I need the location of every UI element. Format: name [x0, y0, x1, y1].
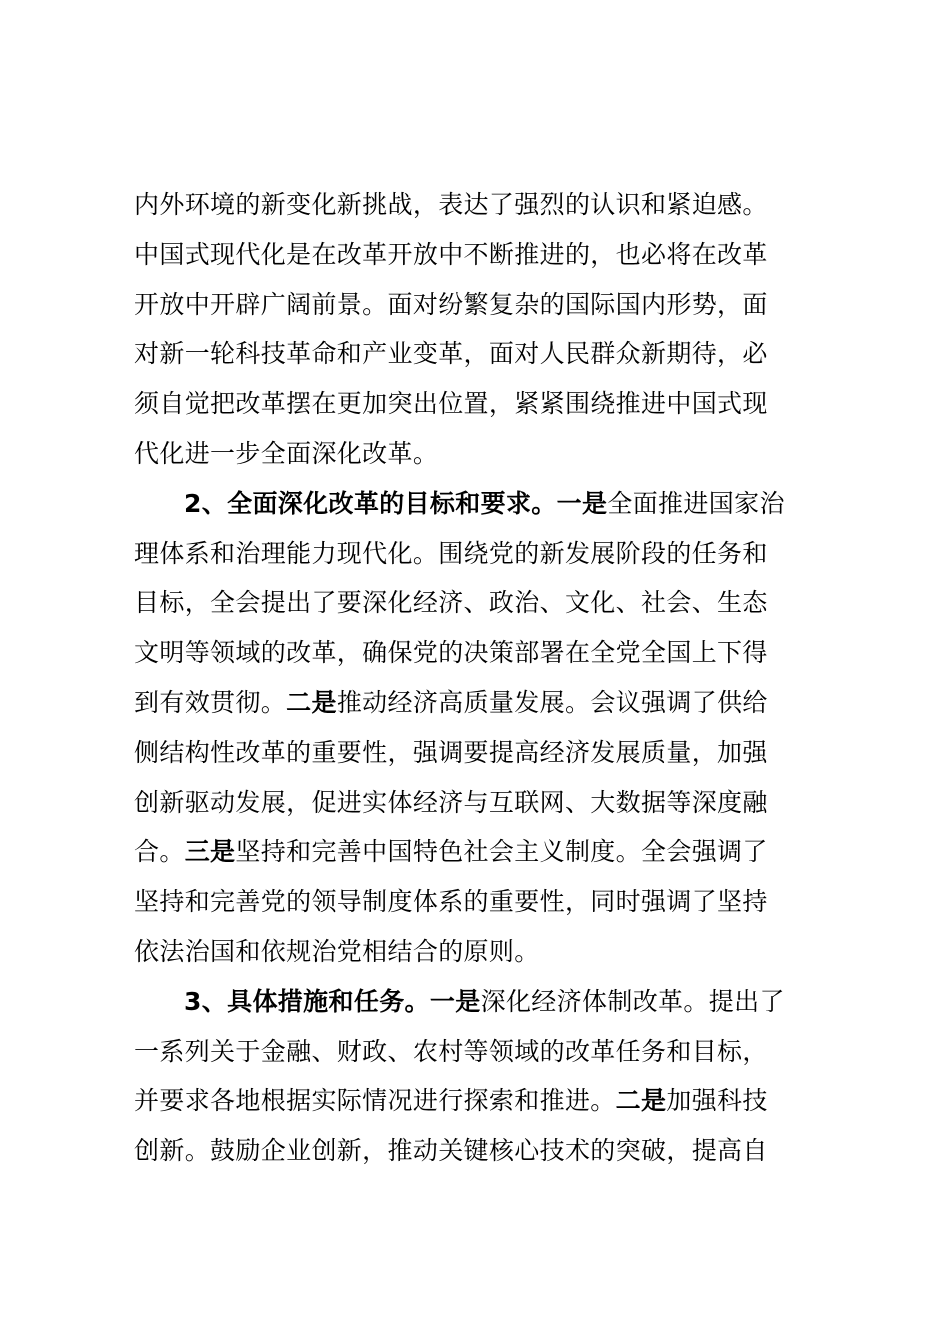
text-line: [134, 1027, 846, 1077]
section-heading-line: [134, 977, 846, 1027]
text-segment: 并要求各地根据实际情况进行探索和推进。: [134, 1086, 616, 1116]
text-line: [134, 329, 846, 379]
text-segment: 理体系和治理能力现代化。围绕党的新发展阶段的任务和: [134, 538, 768, 568]
text-segment: 侧结构性改革的重要性，强调要提高经济发展质量，加强: [134, 737, 768, 767]
text-line: [134, 827, 846, 877]
text-line: [134, 1126, 846, 1176]
text-segment: 须自觉把改革摆在更加突出位置，紧紧围绕推进中国式现: [134, 389, 768, 419]
text-segment: 目标，全会提出了要深化经济、政治、文化、社会、生态: [134, 588, 768, 618]
point-marker: 三是: [184, 837, 236, 867]
section-heading-line: [134, 479, 846, 529]
section-heading: 3、具体措施和任务。一是: [184, 986, 481, 1016]
text-segment: 文明等领域的改革，确保党的决策部署在全党全国上下得: [134, 638, 768, 668]
text-segment: 创新驱动发展，促进实体经济与互联网、大数据等深度融: [134, 787, 768, 817]
text-segment: 到有效贯彻。: [134, 687, 287, 717]
text-segment: 依法治国和依规治党相结合的原则。: [134, 936, 540, 966]
text-segment: 中国式现代化是在改革开放中不断推进的，也必将在改革: [134, 239, 768, 269]
text-line: [134, 778, 846, 828]
text-segment: 对新一轮科技革命和产业变革，面对人民群众新期待，必: [134, 339, 768, 369]
text-segment: 深化经济体制改革。提出了: [480, 986, 785, 1016]
text-line: [134, 578, 846, 628]
text-segment: 坚持和完善党的领导制度体系的重要性，同时强调了坚持: [134, 887, 768, 917]
text-segment: 全面推进国家治: [607, 488, 785, 518]
text-segment: 代化进一步全面深化改革。: [134, 438, 439, 468]
text-line: [134, 728, 846, 778]
text-line: [134, 628, 846, 678]
text-segment: 内外环境的新变化新挑战，表达了强烈的认识和紧迫感。: [134, 190, 768, 219]
text-line: [134, 429, 846, 479]
text-line: [134, 180, 846, 230]
text-segment: 坚持和完善中国特色社会主义制度。全会强调了: [235, 837, 768, 867]
text-line: [134, 379, 846, 429]
text-segment: 合。: [134, 837, 185, 867]
text-line: [134, 1076, 846, 1126]
text-segment: 开放中开辟广阔前景。面对纷繁复杂的国际国内形势，面: [134, 289, 768, 319]
text-line: [134, 678, 846, 728]
text-segment: 创新。鼓励企业创新，推动关键核心技术的突破，提高自: [134, 1136, 768, 1166]
text-line: [134, 529, 846, 579]
text-segment: 加强科技: [666, 1086, 768, 1116]
text-segment: 一系列关于金融、财政、农村等领域的改革任务和目标，: [134, 1036, 768, 1066]
body-text: [134, 180, 846, 1176]
text-line: [134, 927, 846, 977]
section-heading: 2、全面深化改革的目标和要求。一是: [184, 488, 608, 518]
point-marker: 二是: [286, 687, 337, 717]
text-line: [134, 230, 846, 280]
text-line: [134, 877, 846, 927]
text-line: [134, 280, 846, 330]
point-marker: 二是: [615, 1086, 667, 1116]
text-segment: 推动经济高质量发展。会议强调了供给: [336, 687, 768, 717]
